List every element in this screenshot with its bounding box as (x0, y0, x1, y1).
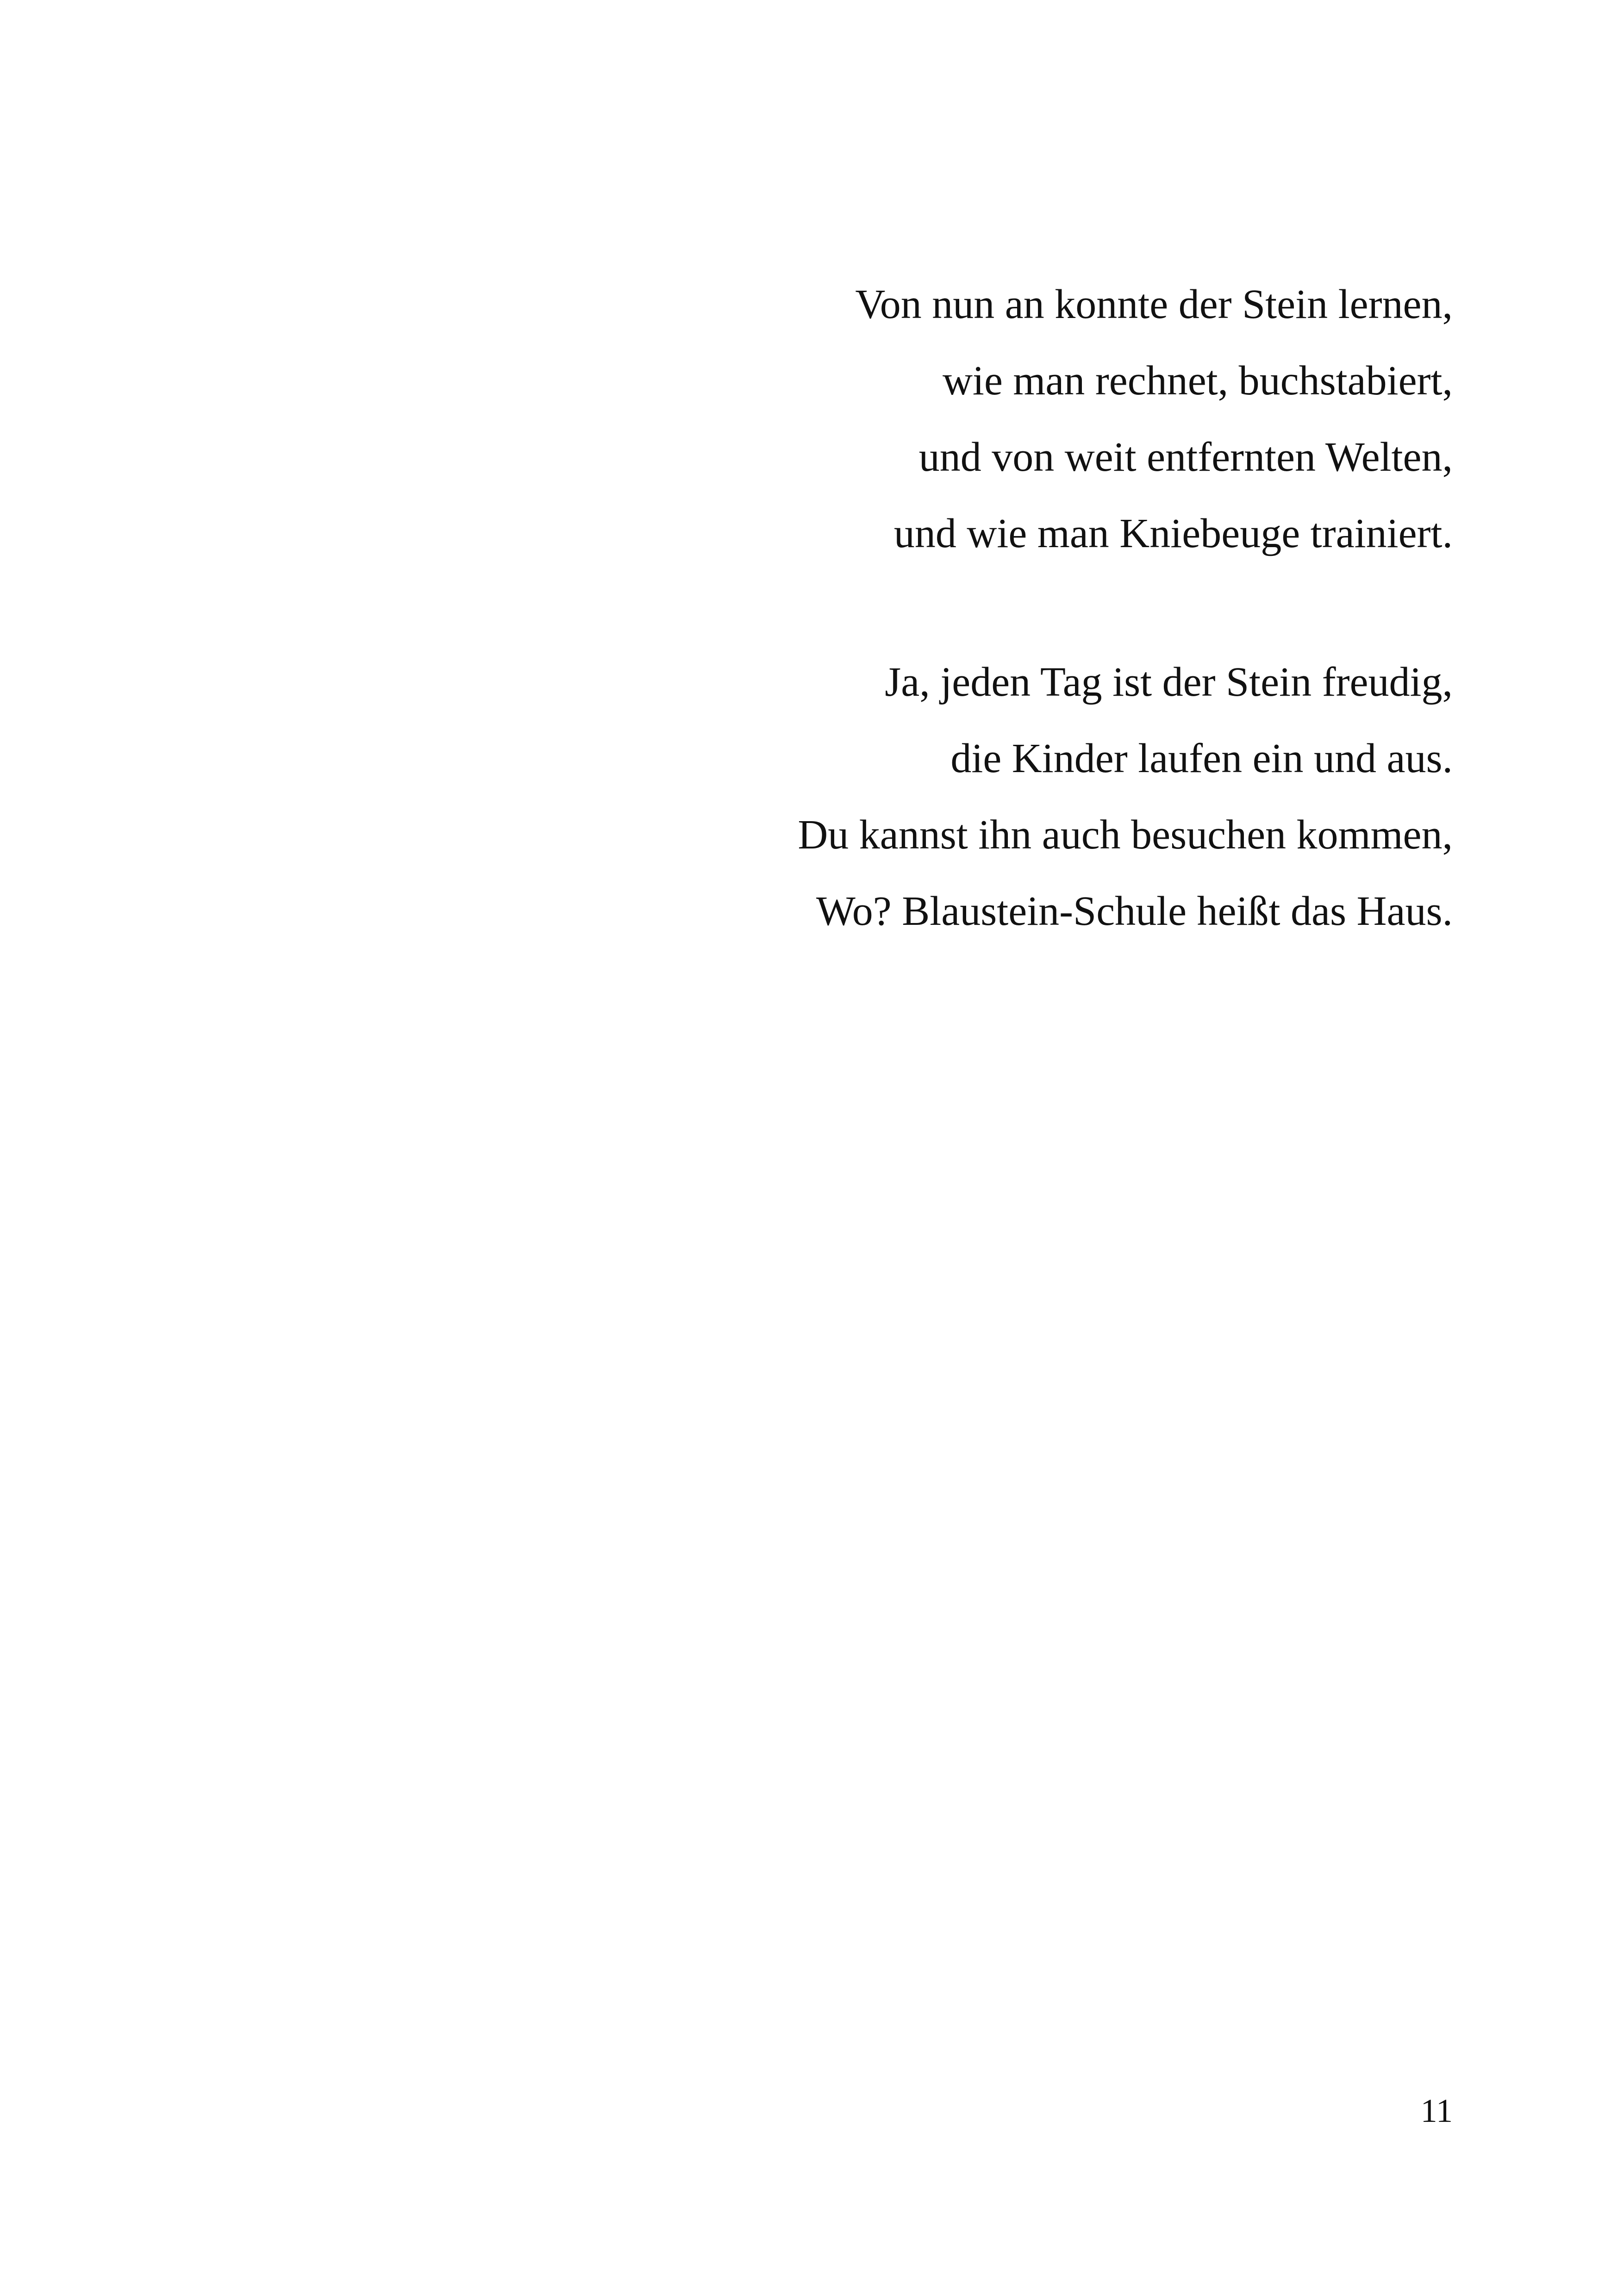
verse-line: und wie man Kniebeuge trainiert. (893, 511, 1453, 556)
verse-line: Von nun an konnte der Stein lernen, (855, 281, 1453, 327)
verse-line: die Kinder laufen ein und aus. (950, 736, 1453, 781)
page-number: 11 (1420, 2092, 1453, 2129)
stanza-1 (249, 266, 1453, 572)
poem (249, 266, 1453, 949)
verse-line: Du kannst ihn auch besuchen kommen, (798, 812, 1453, 858)
verse-line: Ja, jeden Tag ist der Stein freudig, (885, 659, 1453, 705)
verse-line: Wo? Blaustein-Schule heißt das Haus. (816, 888, 1453, 934)
stanza-2 (249, 644, 1453, 949)
verse-line: wie man rechnet, buchstabiert, (942, 358, 1453, 404)
verse-line: und von weit entfernten Welten, (918, 434, 1453, 480)
